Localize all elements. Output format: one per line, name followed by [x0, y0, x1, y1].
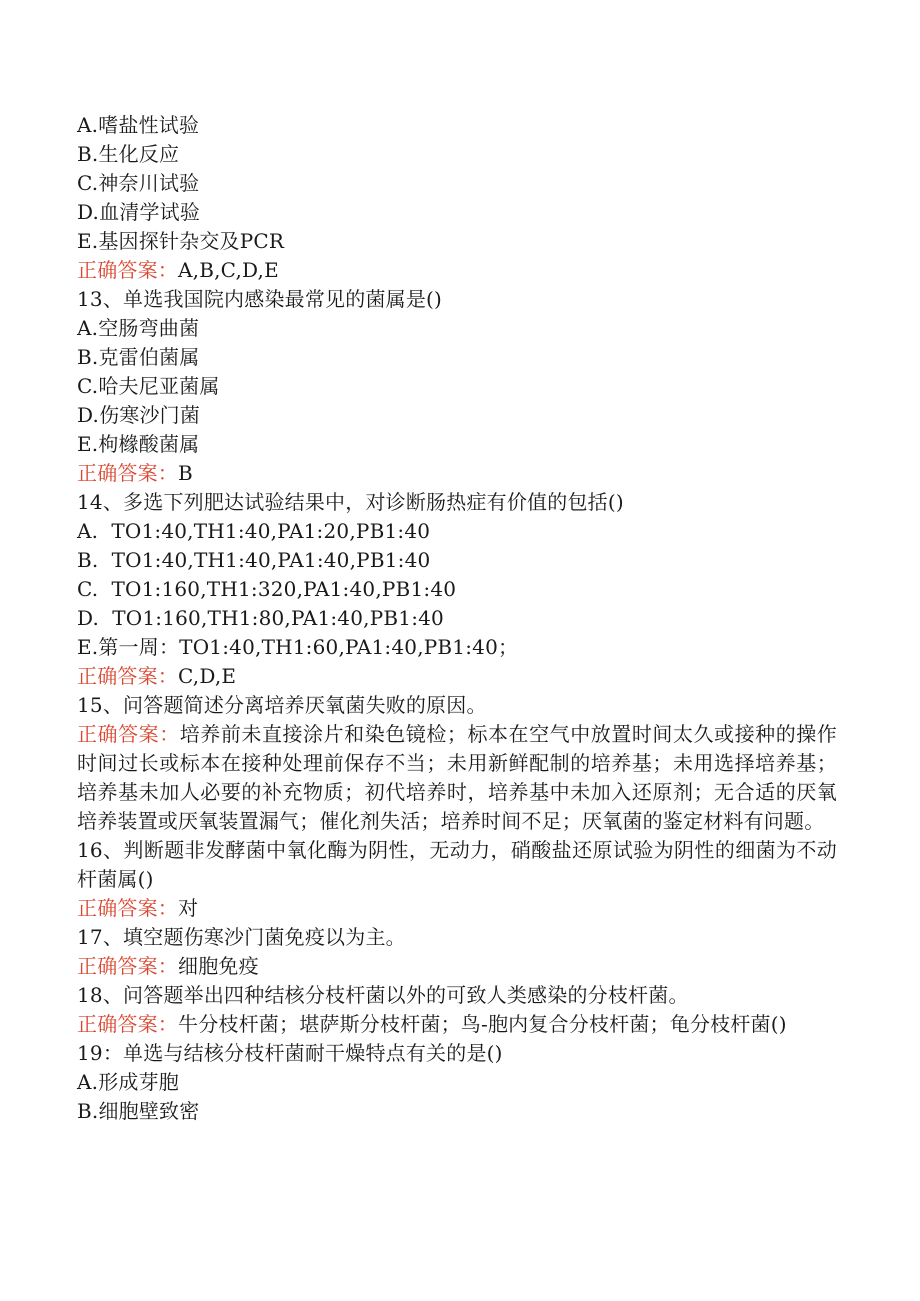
q19-option-a: A.形成芽胞 [77, 1070, 180, 1094]
q12-option-d: D.血清学试验 [77, 200, 201, 224]
q14-option-a: A. TO1:40,TH1:40,PA1:20,PB1:40 [77, 519, 431, 543]
answer-label: 正确答案： [77, 258, 178, 282]
q17-answer [77, 952, 837, 981]
q13-question: 13、单选我国院内感染最常见的菌属是() [77, 287, 443, 311]
answer-value: 牛分枝杆菌；堪萨斯分枝杆菌；鸟-胞内复合分枝杆菌；龟分枝杆菌() [178, 1012, 787, 1036]
answer-label: 正确答案： [77, 896, 178, 920]
answer-value: 对 [178, 896, 199, 920]
q18-question: 18、问答题举出四种结核分枝杆菌以外的可致人类感染的分枝杆菌。 [77, 983, 689, 1007]
q15-answer [77, 720, 837, 836]
q12-option-c: C.神奈川试验 [77, 171, 200, 195]
q13-option-b: B.克雷伯菌属 [77, 345, 200, 369]
q19-option-b: B.细胞壁致密 [77, 1099, 200, 1123]
q19-block [77, 1039, 837, 1126]
q14-block [77, 488, 837, 691]
answer-value: A,B,C,D,E [178, 258, 279, 282]
answer-label: 正确答案： [77, 461, 178, 485]
q15-block [77, 691, 837, 836]
answer-label: 正确答案： [77, 1012, 178, 1036]
q12-option-b: B.生化反应 [77, 142, 180, 166]
q16-block [77, 836, 837, 923]
q14-option-d: D. TO1:160,TH1:80,PA1:40,PB1:40 [77, 606, 444, 630]
answer-value: C,D,E [178, 664, 237, 688]
q12-block [77, 111, 837, 285]
q14-question: 14、多选下列肥达试验结果中，对诊断肠热症有价值的包括() [77, 490, 624, 514]
answer-label: 正确答案： [77, 722, 180, 746]
q13-answer [77, 459, 837, 488]
q14-answer [77, 662, 837, 691]
q13-block [77, 285, 837, 488]
q18-answer [77, 1010, 837, 1039]
answer-value: 培养前未直接涂片和染色镜检；标本在空气中放置时间太久或接种的操作时间过长或标本在接种处理前保存不当；未用新鲜配制的培养基；未用选择培养基；培养基未加人必要的补充物质；初代培养时，培养基中未加入还原剂；无合适的厌氧培养装置或厌氧装置漏气；催化剂失活；培养时间不足；厌氧菌的鉴定材料有问题。 [77, 722, 837, 833]
q13-option-c: C.哈夫尼亚菌属 [77, 374, 220, 398]
q12-option-e: E.基因探针杂交及PCR [77, 229, 285, 253]
q16-question: 16、判断题非发酵菌中氧化酶为阴性，无动力，硝酸盐还原试验为阴性的细菌为不动杆菌属() [77, 838, 837, 891]
answer-label: 正确答案： [77, 664, 178, 688]
q12-answer [77, 256, 837, 285]
answer-label: 正确答案： [77, 954, 178, 978]
q12-option-a: A.嗜盐性试验 [77, 113, 200, 137]
q16-answer [77, 894, 837, 923]
q14-option-b: B. TO1:40,TH1:40,PA1:40,PB1:40 [77, 548, 431, 572]
q17-question: 17、填空题伤寒沙门菌免疫以为主。 [77, 925, 406, 949]
q13-option-d: D.伤寒沙门菌 [77, 403, 201, 427]
document-page [77, 111, 837, 1126]
q13-option-e: E.枸橼酸菌属 [77, 432, 200, 456]
q15-question: 15、问答题简述分离培养厌氧菌失败的原因。 [77, 693, 487, 717]
q17-block [77, 923, 837, 981]
q13-option-a: A.空肠弯曲菌 [77, 316, 200, 340]
answer-value: 细胞免疫 [178, 954, 259, 978]
answer-value: B [178, 461, 193, 485]
q14-option-e: E.第一周：TO1:40,TH1:60,PA1:40,PB1:40； [77, 635, 519, 659]
q18-block [77, 981, 837, 1039]
q19-question: 19：单选与结核分枝杆菌耐干燥特点有关的是() [77, 1041, 503, 1065]
q14-option-c: C. TO1:160,TH1:320,PA1:40,PB1:40 [77, 577, 457, 601]
